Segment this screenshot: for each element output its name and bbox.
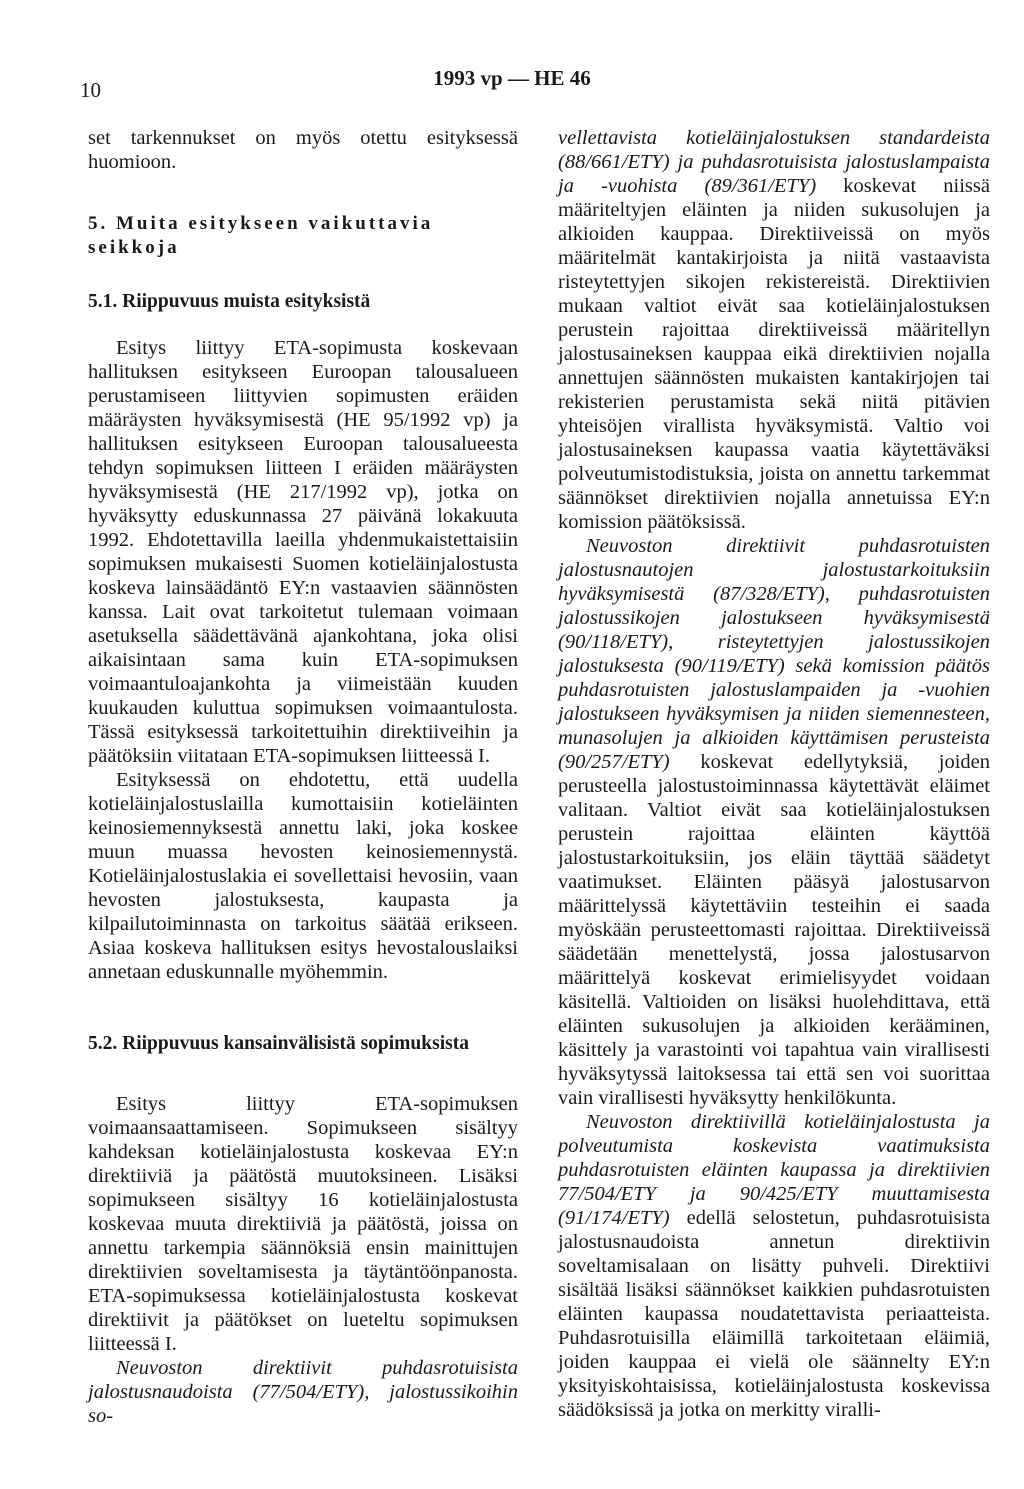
paragraph: Esitys liittyy ETA-sopimusta koskevaan hallituksen esitykseen Euroopan talousalueen perustamiseen liittyvien sopimusten eräiden määräysten hyväksymisestä (HE 95/1992 vp) ja hallituksen esitykseen Euroopan talousalueesta tehdyn sopimuksen liitteen I eräiden määräysten hyväksymisestä (HE 217/1992 vp), jotka on hyväksytty eduskunnassa 27 päivänä lokakuuta 1992. Ehdotettavilla laeilla yhdenmukaistettaisiin sopimuksen mukaisesti Suomen kotieläinjalostusta koskeva lainsäädäntö EY:n vastaavien säännösten kanssa. Lait ovat tarkoitetut tulemaan voimaan asetuksella säädettävänä ajankohtana, joka olisi aikaisintaan sama kuin ETA-sopimuksen voimaantuloajankohta ja viimeistään kuuden kuukauden kuluttua sopimuksen voimaantulosta. Tässä esityksessä tarkoitettuihin direktiiveihin ja päätöksiin viitataan ETA-sopimuksen liitteessä I. xyxy=(88,337,518,767)
right-column xyxy=(558,126,990,1422)
left-column xyxy=(88,126,518,1428)
paragraph xyxy=(88,1356,518,1428)
italic-text: Neuvoston direktiivillä kotieläinjalostusta ja polveutumista koskevista vaatimuksista puhdasrotuisten eläinten kaupassa ja direktiivien 77/504/ETY ja 90/425/ETY muuttamisesta (91/174/ETY) xyxy=(558,1111,990,1229)
body-text: koskevat edellytyksiä, joiden perusteella jalostustoiminnassa käytettävät eläimet valitaan. Valtiot eivät saa kotieläinjalostuksen perustein rajoittaa eläinten käyttöä jalostustarkoituksiin, jos eläin täyttää säädetyt vaatimukset. Eläinten pääsyä jalostusarvon määrittelyssä käytettäviin testeihin ei saada myöskään perusteettomasti rajoittaa. Direktiiveissä säädetään menettelystä, jossa jalostusarvon määrittelyä koskevat erimielisyydet voidaan käsitellä. Valtioiden on lisäksi huolehdittava, että eläinten sukusolujen ja alkioiden kerääminen, käsittely ja varastointi voi tapahtua vain virallisesti hyväksytyssä laitoksessa tai että sen voi suorittaa vain virallisesti hyväksytty henkilökunta. xyxy=(558,751,990,1109)
paragraph xyxy=(558,126,990,534)
paragraph xyxy=(558,534,990,1110)
paragraph xyxy=(558,1110,990,1422)
subsection-heading-5-1: 5.1. Riippuvuus muista esityksistä xyxy=(88,291,371,312)
section-heading-5: 5. Muita esitykseen vaikuttavia seikkoja xyxy=(88,213,434,258)
paragraph: Esityksessä on ehdotettu, että uudella kotieläinjalostuslailla kumottaisiin kotieläinten keinosiemennyksestä annettu laki, joka koskee muun muassa hevosten keinosiemennystä. Kotieläinjalostuslakia ei sovellettaisi hevosiin, vaan hevosten jalostuksesta, kaupasta ja kilpailutoiminnasta on tarkoitus säätää erikseen. Asiaa koskeva hallituksen esitys hevostalouslaiksi annetaan eduskunnalle myöhemmin. xyxy=(88,769,518,983)
running-head: 1993 vp — HE 46 xyxy=(433,66,591,90)
italic-text: Neuvoston direktiivit puhdasrotuisista jalostusnaudoista (77/504/ETY), jalostussikoihin so- xyxy=(88,1357,518,1427)
body-text: koskevat niissä määriteltyjen eläinten ja niiden sukusolujen ja alkioiden kauppaa. Direktiiveissä on myös määritelmät kantakirjoista ja niitä vastaavista risteytettyjen sikojen rekistereistä. Direktiivien mukaan valtiot eivät saa kotieläinjalostuksen perustein rajoittaa direktiiveissä määritellyn jalostusaineksen kauppaa eikä direktiivien nojalla annettujen säännösten mukaisten kantakirjojen tai rekisterien perustamista sekä niitä pitävien yhteisöjen virallista hyväksymistä. Valtio voi jalostusaineksen kaupassa vaatia käytettäväksi polveutumistodistuksia, joista on annettu tarkemmat säännökset direktiivien nojalla annetuissa EY:n komission päätöksissä. xyxy=(558,175,990,533)
page-number: 10 xyxy=(80,78,101,102)
intro-paragraph: set tarkennukset on myös otettu esityksessä huomioon. xyxy=(88,127,518,173)
italic-text: vellettavista kotieläinjalostuksen standardeista (88/661/ETY) ja puhdasrotuisista jalostuslampaista ja -vuohista (89/361/ETY) xyxy=(558,127,990,197)
body-text: edellä selostetun, puhdasrotuisista jalostusnaudoista annetun direktiivin soveltamisalaan on lisätty puhveli. Direktiivi sisältää lisäksi säännökset kaikkien puhdasrotuisten eläinten kaupassa noudatettavista periaatteista. Puhdasrotuisilla eläimillä tarkoitetaan eläimiä, joiden kauppaa ei vielä ole säännelty EY:n yksityiskohtaisissa, kotieläinjalostusta koskevissa säädöksissä ja jotka on merkitty viralli- xyxy=(558,1207,990,1421)
paragraph: Esitys liittyy ETA-sopimuksen voimaansaattamiseen. Sopimukseen sisältyy kahdeksan kotieläinjalostusta koskevaa EY:n direktiiviä ja päätöstä muutoksineen. Lisäksi sopimukseen sisältyy 16 kotieläinjalostusta koskevaa muuta direktiiviä ja päätöstä, joissa on annettu tarkempia säännöksiä ensin mainittujen direktiivien soveltamisesta ja täytäntöönpanosta. ETA-sopimuksessa kotieläinjalostusta koskevat direktiivit ja päätökset on lueteltu sopimuksen liitteessä I. xyxy=(88,1093,518,1355)
italic-text: Neuvoston direktiivit puhdasrotuisten jalostusnautojen jalostustarkoituksiin hyväksymisestä (87/328/ETY), puhdasrotuisten jalostussikojen jalostukseen hyväksymisestä (90/118/ETY), risteytettyjen jalostussikojen jalostuksesta (90/119/ETY) sekä komission päätös puhdasrotuisten jalostuslampaiden ja -vuohien jalostukseen hyväksymisen ja niiden siemennesteen, munasolujen ja alkioiden käyttämisen perusteista (90/257/ETY) xyxy=(558,535,990,773)
subsection-heading-5-2: 5.2. Riippuvuus kansainvälisistä sopimuksista xyxy=(88,1033,469,1054)
